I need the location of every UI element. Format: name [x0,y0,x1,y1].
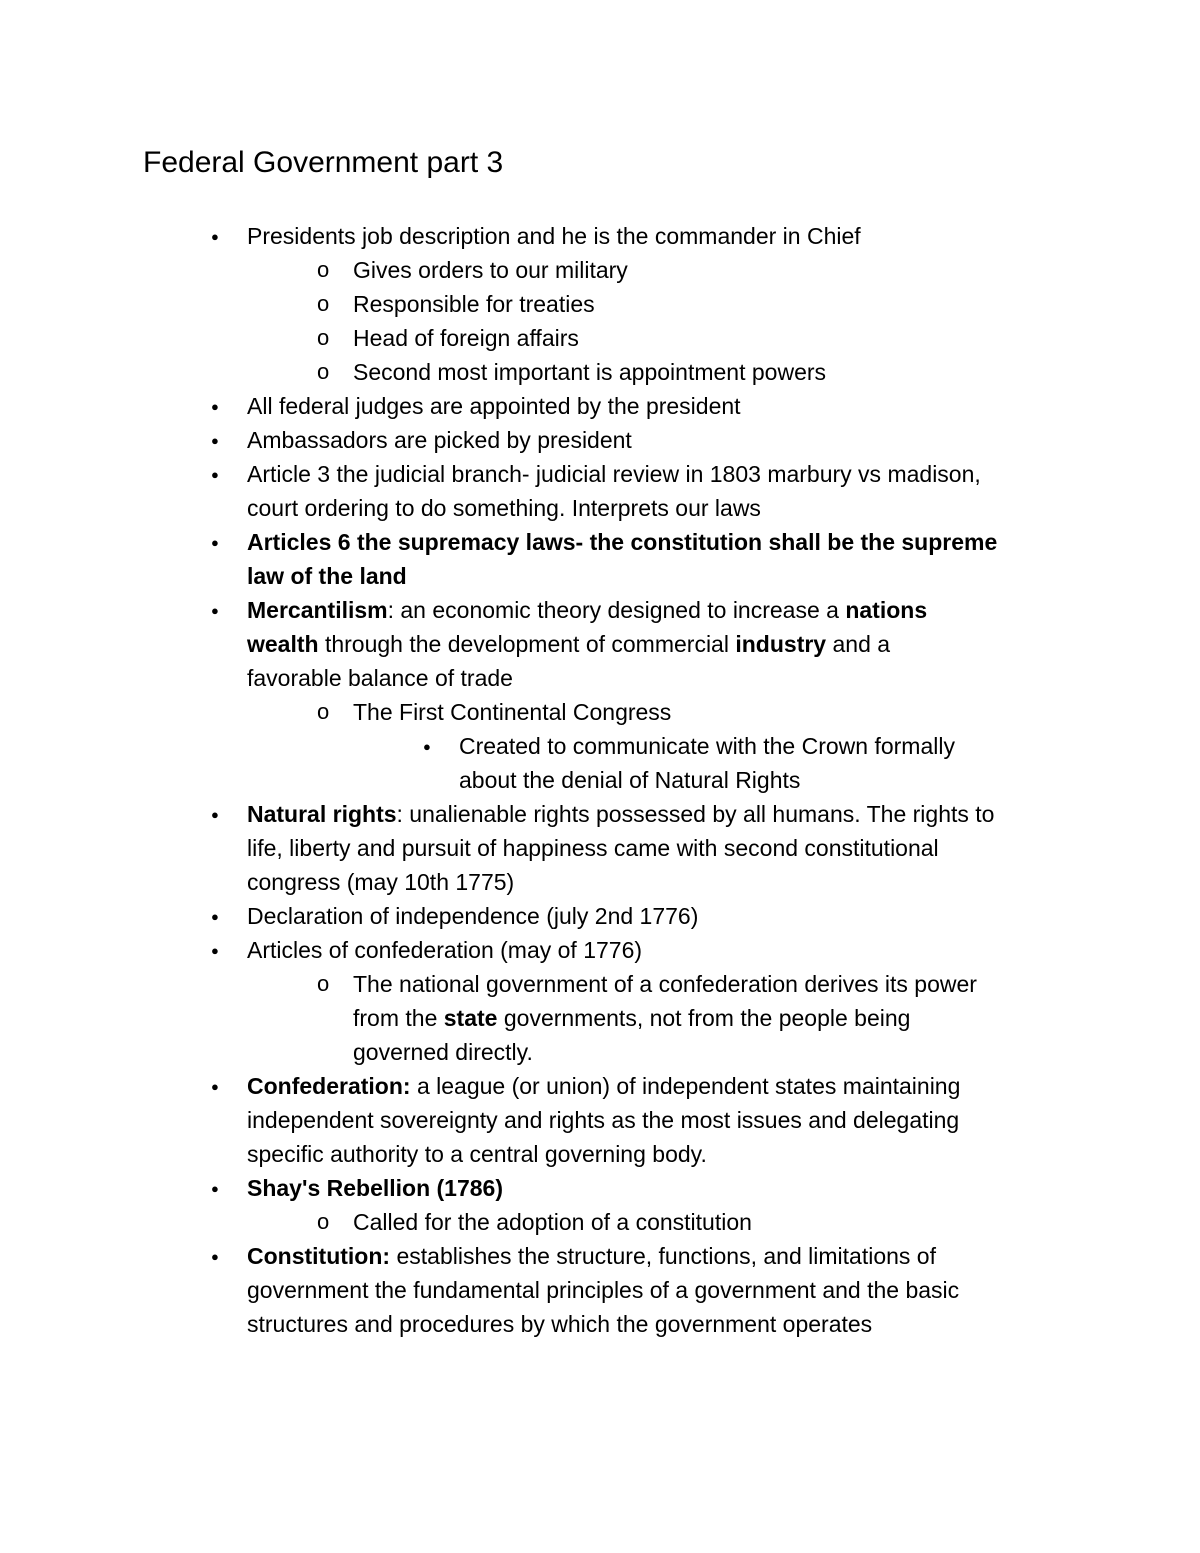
note-line [0,933,1200,967]
text-run: Presidents job description and he is the commander in Chief [247,223,861,249]
note-text [353,1205,752,1239]
bullet-circle-icon: o [317,699,330,724]
note-text [353,321,579,355]
text-run: Second most important is appointment powers [353,359,827,385]
bullet-dot-icon [423,729,431,767]
text-run: life, liberty and pursuit of happiness came with second constitutional [247,835,939,861]
text-run: specific authority to a central governing body. [247,1141,707,1167]
note-text [247,1273,959,1307]
note-text [353,355,826,389]
note-text [247,525,997,559]
note-line [0,729,1200,763]
note-line [0,695,1200,729]
bullet-circle-icon: o [317,359,330,384]
bullet-dot-icon [211,457,219,495]
note-text [247,865,514,899]
note-text [353,1035,533,1069]
bold-term: Mercantilism [247,597,388,623]
note-text [247,831,939,865]
note-line [0,899,1200,933]
text-run: All federal judges are appointed by the president [247,393,741,419]
note-text [353,695,671,729]
note-line [0,967,1200,1001]
text-run: independent sovereignty and rights as the most issues and delegating [247,1107,960,1133]
bullet-dot-icon [211,219,219,257]
note-line [0,831,1200,865]
text-run: : unalienable rights possessed by all humans. The rights to [396,801,995,827]
bold-term: Articles 6 the supremacy laws- the constitution shall be the supreme [247,529,998,555]
note-line [0,457,1200,491]
note-text [247,593,927,627]
note-line [0,1205,1200,1239]
note-line [0,219,1200,253]
note-text [459,729,955,763]
note-line [0,1273,1200,1307]
page-title: Federal Government part 3 [143,146,504,179]
text-run: governments, not from the people being [497,1005,911,1031]
bold-term: industry [735,631,827,657]
text-run: Article 3 the judicial branch- judicial review in 1803 marbury vs madison, [247,461,981,487]
text-run: Responsible for treaties [353,291,595,317]
bold-term: law of the land [247,563,407,589]
note-text [247,1069,960,1103]
bullet-dot-icon [211,593,219,631]
note-text [247,627,890,661]
note-line [0,627,1200,661]
note-text [247,1171,503,1205]
note-text [353,287,595,321]
bullet-circle-icon: o [317,291,330,316]
text-run: structures and procedures by which the government operates [247,1311,873,1337]
note-text [247,389,741,423]
note-text [353,253,628,287]
note-text [247,1307,872,1341]
note-line [0,389,1200,423]
note-line [0,1103,1200,1137]
text-run: Head of foreign affairs [353,325,579,351]
note-line [0,1307,1200,1341]
note-text [353,1001,910,1035]
note-line [0,1035,1200,1069]
bold-term: Constitution: [247,1243,391,1269]
bold-term: wealth [247,631,319,657]
bold-term: Shay's Rebellion (1786) [247,1175,504,1201]
text-run: governed directly. [353,1039,533,1065]
note-text [247,933,642,967]
note-text [247,1103,959,1137]
bullet-circle-icon: o [317,971,330,996]
text-run: congress (may 10th 1775) [247,869,515,895]
text-run: court ordering to do something. Interprets our laws [247,495,761,521]
note-line [0,1239,1200,1273]
notes-list [0,219,1200,1341]
text-run: Articles of confederation (may of 1776) [247,937,643,963]
bullet-dot-icon [211,525,219,563]
note-line [0,525,1200,559]
note-line [0,1137,1200,1171]
note-text [247,1137,707,1171]
text-run: Called for the adoption of a constitution [353,1209,752,1235]
text-run: about the denial of Natural Rights [459,767,801,793]
note-line [0,355,1200,389]
text-run: a league (or union) of independent states maintaining [410,1073,961,1099]
note-line [0,1001,1200,1035]
note-text [247,661,513,695]
note-text [247,219,861,253]
text-run: Declaration of independence (july 2nd 1776) [247,903,699,929]
bullet-dot-icon [211,389,219,427]
note-text [247,899,698,933]
text-run: establishes the structure, functions, and limitations of [390,1243,936,1269]
bullet-dot-icon [211,899,219,937]
note-text [247,559,407,593]
note-text [247,423,632,457]
note-line [0,1171,1200,1205]
note-text [247,797,994,831]
bullet-circle-icon: o [317,325,330,350]
note-line [0,797,1200,831]
note-line [0,559,1200,593]
text-run: The First Continental Congress [353,699,672,725]
bullet-circle-icon: o [317,257,330,282]
note-line [0,423,1200,457]
note-text [247,1239,936,1273]
bullet-dot-icon [211,1239,219,1277]
text-run: : an economic theory designed to increase a [387,597,846,623]
bullet-dot-icon [211,933,219,971]
text-run: The national government of a confederation derives its power [353,971,977,997]
text-run: Ambassadors are picked by president [247,427,632,453]
note-line [0,661,1200,695]
note-line [0,253,1200,287]
bullet-dot-icon [211,1069,219,1107]
bullet-dot-icon [211,797,219,835]
text-run: from the [353,1005,444,1031]
text-run: and a [826,631,891,657]
note-text [459,763,800,797]
bold-term: nations [845,597,928,623]
note-line [0,763,1200,797]
text-run: government the fundamental principles of a government and the basic [247,1277,960,1303]
text-run: Gives orders to our military [353,257,628,283]
bold-term: state [443,1005,498,1031]
bullet-circle-icon: o [317,1209,330,1234]
text-run: favorable balance of trade [247,665,513,691]
text-run: Created to communicate with the Crown formally [459,733,955,759]
text-run: through the development of commercial [318,631,736,657]
note-text [247,457,981,491]
note-line [0,593,1200,627]
note-line [0,491,1200,525]
bullet-dot-icon [211,1171,219,1209]
bullet-dot-icon [211,423,219,461]
note-line [0,287,1200,321]
note-line [0,865,1200,899]
note-text [353,967,977,1001]
note-line [0,1069,1200,1103]
bold-term: Confederation: [247,1073,411,1099]
bold-term: Natural rights [247,801,397,827]
note-text [247,491,761,525]
note-line [0,321,1200,355]
